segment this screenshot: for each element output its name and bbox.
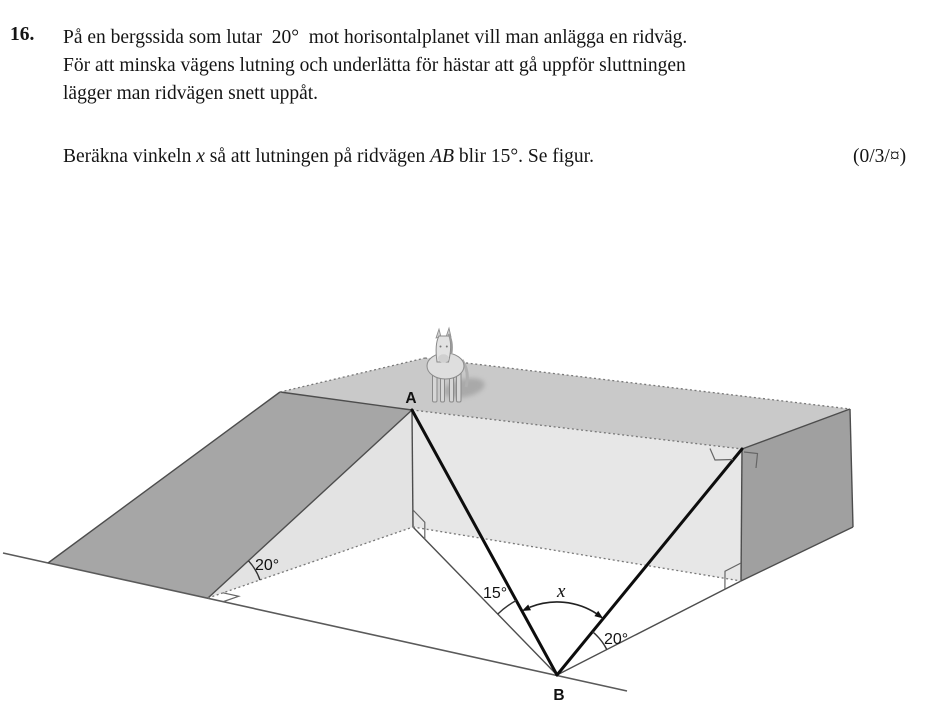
problem-number: 16. [10, 24, 35, 45]
vertical-height-AF [412, 410, 413, 527]
arc-x [530, 602, 597, 614]
statement-line-2: För att minska vägens lutning och underlätta för hästar att gå uppför sluttningen [63, 55, 686, 76]
ground-line [3, 553, 627, 691]
right-angle-mark-slope-base [223, 593, 239, 602]
label-point-A: A [405, 390, 417, 407]
horse-muzzle [438, 354, 449, 362]
statement-line-1: På en bergssida som lutar 20° mot horisontalplanet vill man anlägga en ridväg. [63, 27, 688, 48]
label-point-B: B [553, 687, 565, 704]
horse-eye [446, 346, 448, 348]
label-angle-x: x [557, 581, 566, 602]
arc-x-arrowhead-left [522, 605, 531, 612]
label-angle-20-right: 20° [604, 631, 629, 648]
question-var-x: x [196, 146, 205, 167]
label-angle-15: 15° [483, 585, 508, 602]
statement-line-3: lägger man ridvägen snett uppåt. [63, 83, 319, 104]
question-part2: så att lutningen på ridvägen [204, 146, 431, 167]
arc-15 [498, 601, 517, 615]
base-line-BW [557, 581, 741, 675]
question-part1: Beräkna vinkeln [63, 146, 197, 167]
question-part3: blir 15°. Se figur. [453, 146, 594, 167]
angle-arcs [249, 561, 607, 650]
label-angle-20-left: 20° [255, 557, 280, 574]
horse-eye [440, 346, 442, 348]
score-badge: (0/3/¤) [853, 146, 907, 167]
question-var-ab: AB [430, 146, 454, 167]
arc-x-arrowhead-right [594, 611, 603, 619]
wall-right-vertical-edge [741, 449, 742, 581]
